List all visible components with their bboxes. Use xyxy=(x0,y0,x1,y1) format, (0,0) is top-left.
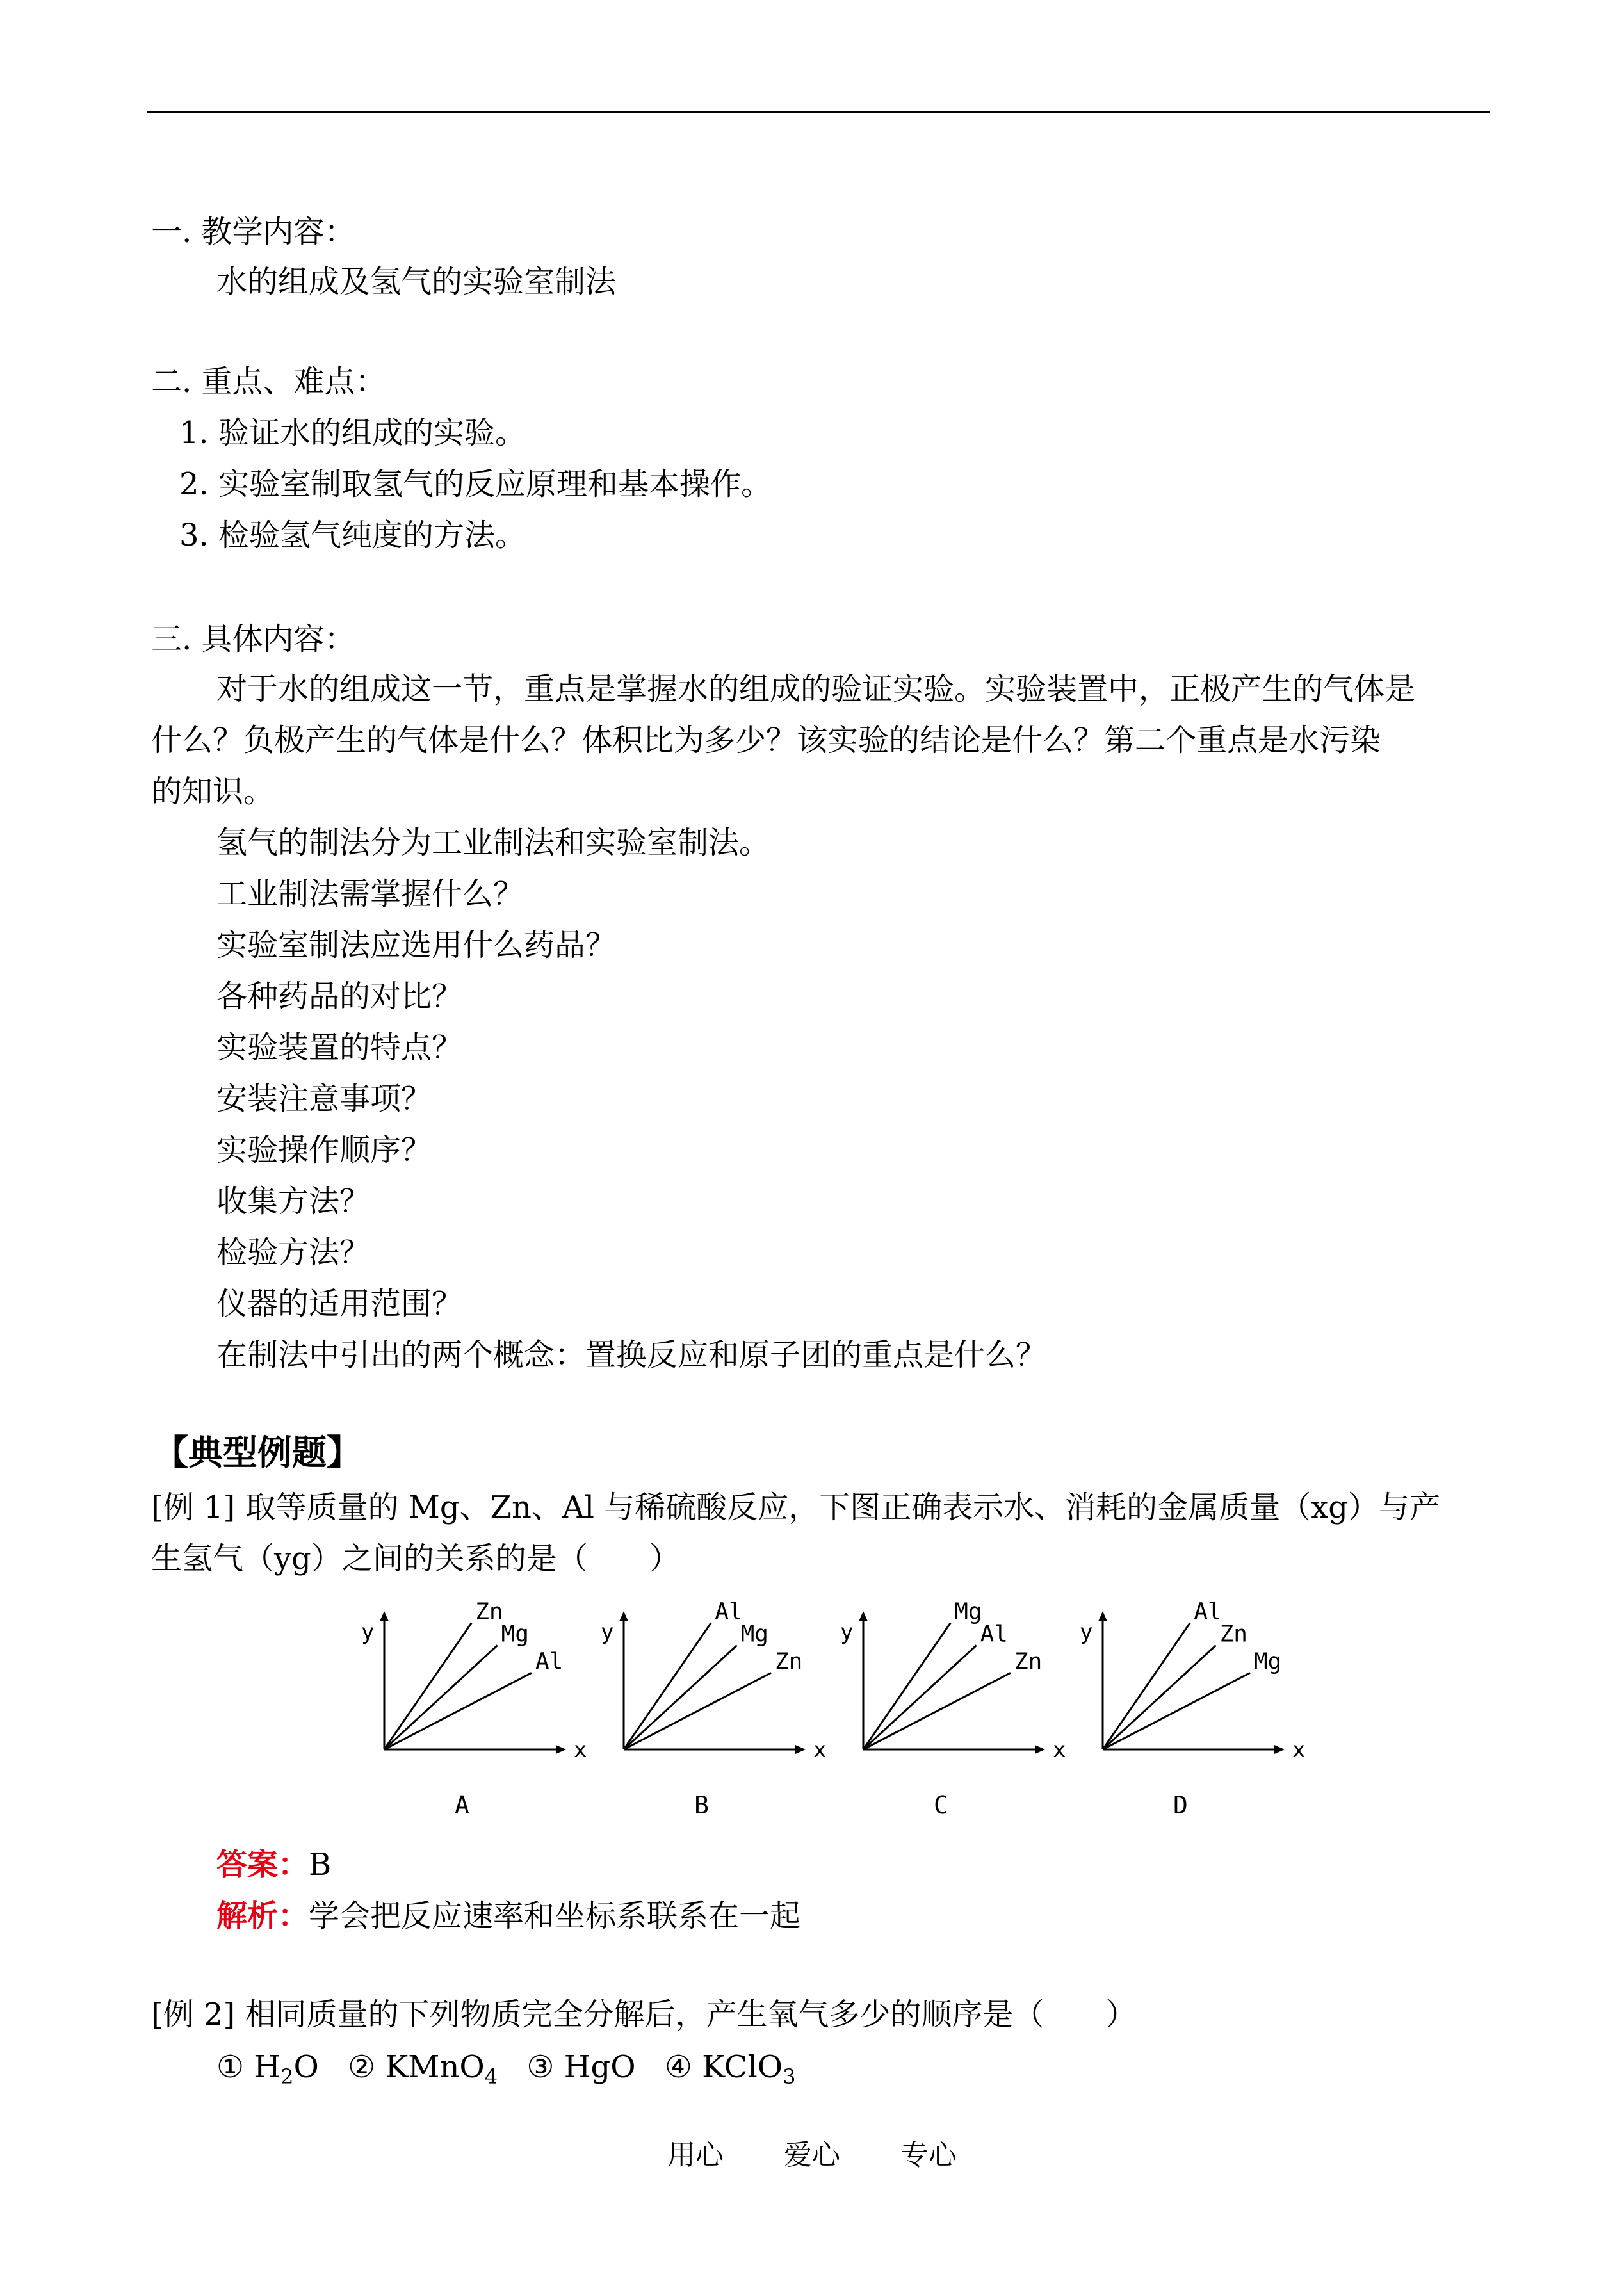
x-axis-label: x xyxy=(574,1737,587,1763)
chart-option-label: B xyxy=(694,1791,709,1819)
section1-heading: 一. 教学内容： xyxy=(151,214,355,250)
example1-question-line: 生氢气（yg）之间的关系的是（ ） xyxy=(151,1541,680,1577)
section3-line: 安装注意事项？ xyxy=(216,1081,432,1117)
series-line xyxy=(624,1673,771,1749)
series-line xyxy=(1103,1673,1250,1749)
series-line xyxy=(1103,1646,1216,1749)
chart-svg xyxy=(838,1598,1066,1831)
footer xyxy=(0,2136,1624,2175)
example1-charts xyxy=(359,1598,1306,1831)
section3-line: 检验方法？ xyxy=(216,1235,371,1270)
series-label: Zn xyxy=(1014,1648,1043,1675)
section2-item: 1. 验证水的组成的实验。 xyxy=(179,415,526,451)
example2-question-line: [例 2] 相同质量的下列物质完全分解后，产生氧气多少的顺序是（ ） xyxy=(151,1997,1137,2032)
series-label: Mg xyxy=(954,1598,982,1625)
section3-line: 实验室制法应选用什么药品？ xyxy=(216,927,617,963)
section3-line: 收集方法？ xyxy=(216,1183,371,1219)
x-axis-arrow xyxy=(1035,1745,1045,1754)
x-axis-arrow xyxy=(795,1745,806,1754)
series-line xyxy=(384,1646,498,1749)
section1-body: 水的组成及氢气的实验室制法 xyxy=(216,264,617,300)
chart-option-label: C xyxy=(934,1791,948,1819)
series-line xyxy=(624,1646,737,1749)
series-line xyxy=(384,1673,532,1749)
section2-item: 3. 检验氢气纯度的方法。 xyxy=(179,517,526,553)
header-rule xyxy=(147,111,1490,113)
example2-options xyxy=(216,2047,796,2088)
section3-paragraph-line: 对于水的组成这一节，重点是掌握水的组成的验证实验。实验装置中，正极产生的气体是 xyxy=(216,671,1416,707)
y-axis-label: y xyxy=(361,1619,375,1645)
series-label: Zn xyxy=(774,1648,803,1675)
answer-value: B xyxy=(309,1847,332,1883)
section3-line: 在制法中引出的两个概念：置换反应和原子团的重点是什么？ xyxy=(216,1337,1047,1373)
chart-svg xyxy=(1077,1598,1306,1831)
y-axis-arrow xyxy=(1098,1611,1107,1621)
option-h2o: ① $H_2O$ xyxy=(216,2049,319,2089)
section3-heading: 三. 具体内容： xyxy=(151,621,355,657)
series-label: Al xyxy=(715,1598,743,1625)
x-axis-label: x xyxy=(813,1737,827,1763)
section3-line: 工业制法需掌握什么？ xyxy=(216,876,524,912)
series-line xyxy=(1103,1623,1190,1749)
chart-option-c xyxy=(838,1598,1066,1831)
chart-option-d xyxy=(1077,1598,1306,1831)
option-kmno4: ② KMnO$_4$ xyxy=(348,2049,498,2089)
series-label: Mg xyxy=(501,1621,529,1648)
x-axis-arrow xyxy=(556,1745,566,1754)
footer-text: 专心 xyxy=(900,2139,957,2171)
series-label: Al xyxy=(980,1621,1008,1648)
series-label: Al xyxy=(1194,1598,1222,1625)
example1-question-line: [例 1] 取等质量的 Mg、Zn、Al 与稀硫酸反应，下图正确表示水、消耗的金属质量（xg）与产 xyxy=(151,1489,1440,1525)
section3-line: 各种药品的对比？ xyxy=(216,978,463,1014)
analysis-label: 解析： xyxy=(216,1898,309,1934)
y-axis-arrow xyxy=(619,1611,628,1621)
y-axis-arrow xyxy=(859,1611,868,1621)
series-line xyxy=(624,1623,711,1749)
section2-item: 2. 实验室制取氢气的反应原理和基本操作。 xyxy=(179,466,772,502)
chart-option-b xyxy=(598,1598,827,1831)
chart-option-label: A xyxy=(455,1791,469,1819)
series-line xyxy=(863,1673,1011,1749)
y-axis-label: y xyxy=(1080,1619,1093,1645)
x-axis-label: x xyxy=(1053,1737,1066,1763)
section3-paragraph-line: 的知识。 xyxy=(151,774,275,809)
y-axis-label: y xyxy=(601,1619,614,1645)
series-label: Mg xyxy=(740,1621,768,1648)
series-line xyxy=(863,1646,977,1749)
example1-analysis xyxy=(216,1895,800,1936)
option-kclo3: ④ KClO$_3$ xyxy=(664,2049,796,2089)
series-label: Zn xyxy=(1219,1621,1247,1648)
series-label: Zn xyxy=(475,1598,503,1625)
section3-line: 实验装置的特点？ xyxy=(216,1030,463,1066)
y-axis-arrow xyxy=(380,1611,389,1621)
example1-answer xyxy=(216,1844,331,1885)
section3-line: 仪器的适用范围？ xyxy=(216,1286,463,1322)
option-hgo: ③ HgO xyxy=(526,2049,636,2085)
section3-line: 氢气的制法分为工业制法和实验室制法。 xyxy=(216,825,770,861)
y-axis-label: y xyxy=(840,1619,854,1645)
series-label: Al xyxy=(535,1648,564,1675)
section3-paragraph-line: 什么？负极产生的气体是什么？体积比为多少？该实验的结论是什么？第二个重点是水污染 xyxy=(151,722,1381,758)
series-line xyxy=(384,1623,471,1749)
section3-line: 实验操作顺序？ xyxy=(216,1132,432,1168)
section2-heading: 二. 重点、难点： xyxy=(151,364,386,400)
chart-option-a xyxy=(359,1598,587,1831)
chart-svg xyxy=(598,1598,827,1831)
chart-svg xyxy=(359,1598,587,1831)
examples-heading: 【典型例题】 xyxy=(154,1432,361,1473)
chart-option-label: D xyxy=(1173,1791,1188,1819)
footer-text: 用心 xyxy=(667,2139,724,2171)
analysis-text: 学会把反应速率和坐标系联系在一起 xyxy=(309,1898,801,1934)
series-line xyxy=(863,1623,950,1749)
x-axis-label: x xyxy=(1292,1737,1306,1763)
series-label: Mg xyxy=(1253,1648,1282,1675)
x-axis-arrow xyxy=(1274,1745,1285,1754)
answer-label: 答案： xyxy=(216,1847,309,1883)
footer-text: 爱心 xyxy=(784,2139,840,2171)
